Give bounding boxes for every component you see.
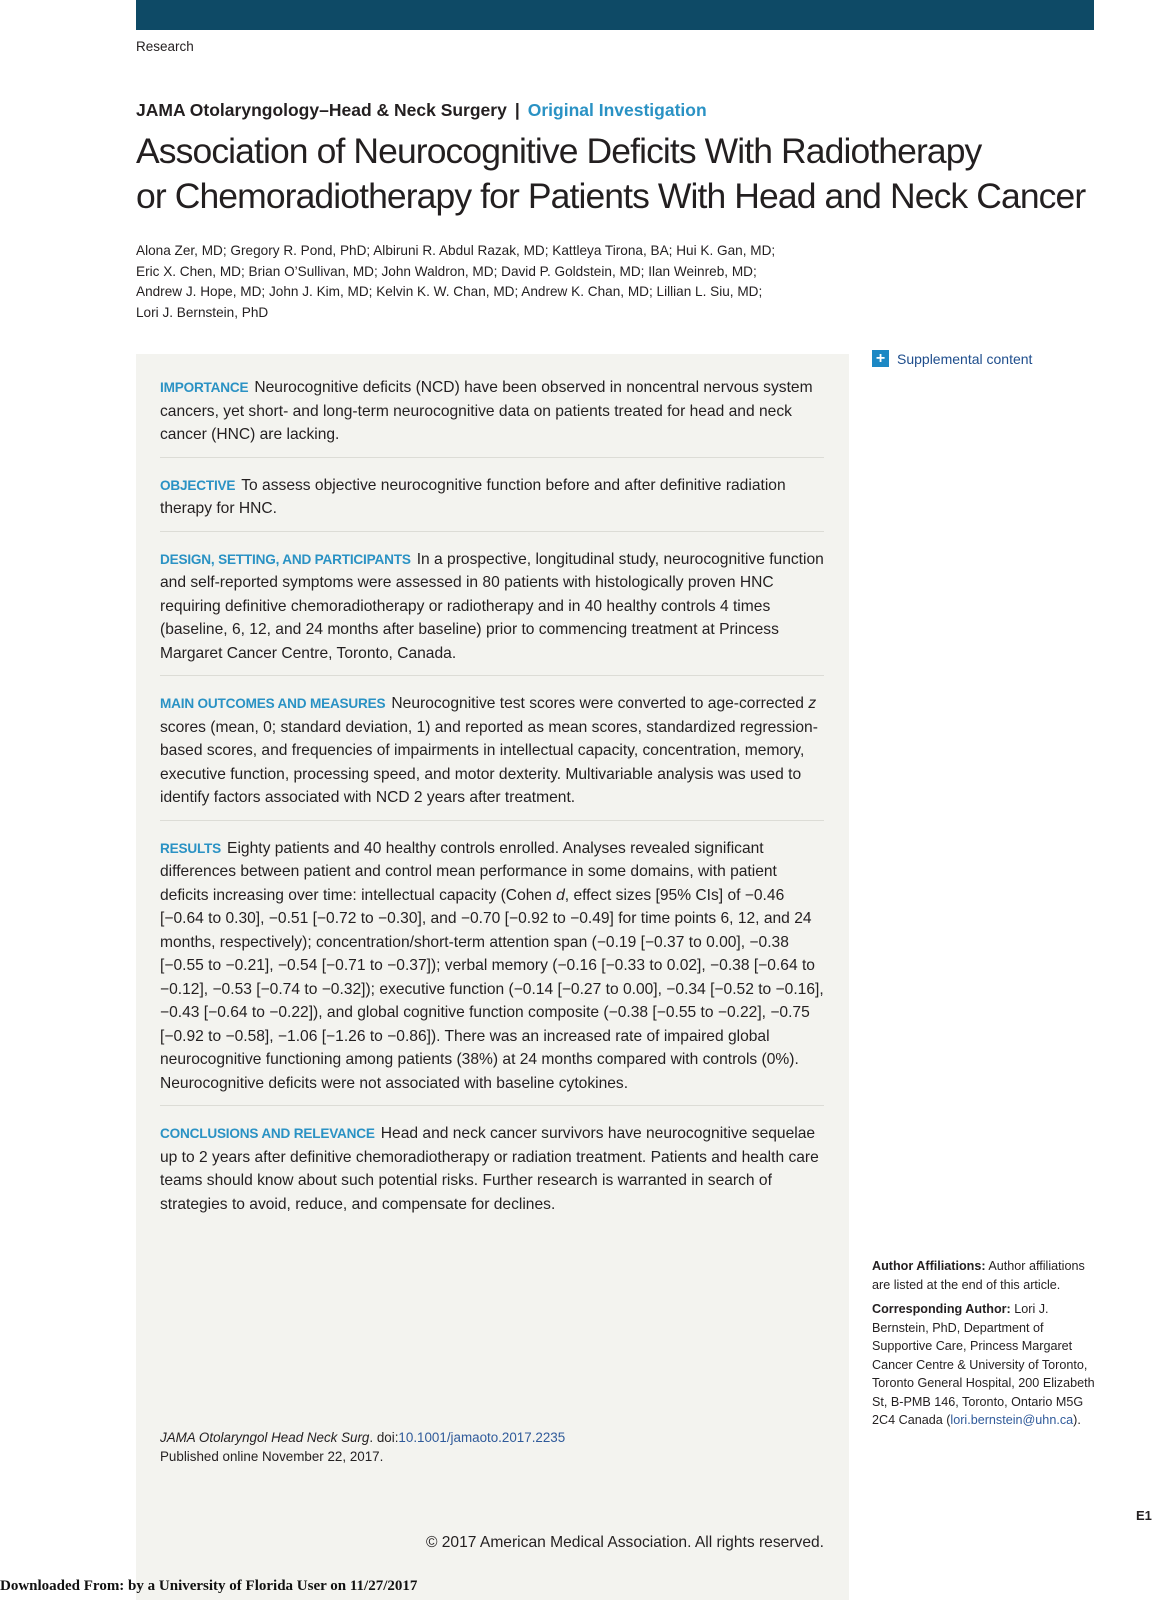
abstract-heading: CONCLUSIONS AND RELEVANCE [160,1126,375,1141]
article-title [136,129,1096,219]
title-line-1: Association of Neurocognitive Deficits With Radiotherapy [136,131,982,171]
abstract-text: scores (mean, 0; standard deviation, 1) and reported as mean scores, standardized regression-based scores, and frequencies of impairments in intellectual capacity, concentration, memory, executive function, processing speed, and motor dexterity. Multivariable analysis was used to identify factors associated with NCD 2 years after treatment. [160,718,818,806]
abstract-heading: MAIN OUTCOMES AND MEASURES [160,696,386,711]
email-link[interactable]: lori.bernstein@uhn.ca [950,1413,1074,1427]
abstract-outcomes [160,688,824,821]
journal-line [136,100,707,121]
affiliations-text: Author affiliations are listed at the end of this article. [872,1259,1085,1292]
section-label: Research [136,39,194,54]
affiliations-label: Author Affiliations: [872,1259,986,1273]
abstract-italic: d [556,886,565,904]
abstract-text: , effect sizes [95% CIs] of −0.46 [−0.64 to 0.30], −0.51 [−0.72 to −0.30], and −0.70 [−0.92 to −0.49] for time points 6, 12, and 24 months, respectively); concentration/short-term attention span (−0.19 [−0.37 to 0.00], −0.38 [−0.55 to −0.21], −0.54 [−0.71 to −0.37]); verbal memory (−0.16 [−0.33 to 0.02], −0.38 [−0.64 to −0.12], −0.53 [−0.74 to −0.32]); executive function (−0.14 [−0.27 to 0.00], −0.34 [−0.52 to −0.16], −0.43 [−0.64 to −0.22]), and global cognitive function composite (−0.38 [−0.55 to −0.22], −0.75 [−0.92 to −0.58], −1.06 [−1.26 to −0.86]). There was an increased rate of impaired global neurocognitive functioning among patients (38%) at 24 months compared with controls (0%). Neurocognitive deficits were not associated with baseline cytokines. [160,886,824,1092]
abstract-text: To assess objective neurocognitive function before and after definitive radiation therapy for HNC. [160,476,786,517]
copyright-notice: © 2017 American Medical Association. All rights reserved. [425,1534,824,1551]
supplemental-label: Supplemental content [897,350,1033,367]
abstract-heading: IMPORTANCE [160,380,249,395]
abstract-design [160,544,824,677]
author-line: Lori J. Bernstein, PhD [136,304,269,320]
journal-name: JAMA Otolaryngology–Head & Neck Surgery [136,100,507,120]
abstract-text: Eighty patients and 40 healthy controls enrolled. Analyses revealed significant differences between patient and control mean performance in some domains, with patient deficits increasing over time: intellectual capacity (Cohen [160,839,777,904]
abstract-heading: OBJECTIVE [160,477,236,493]
abstract-text: Head and neck cancer survivors have neurocognitive sequelae up to 2 years after definitive chemoradiotherapy or radiation treatment. Patients and health care teams should know about such potential risks. Further research is warranted in search of strategies to avoid, reduce, and compensate for declines. [160,1125,819,1213]
title-line-2: or Chemoradiotherapy for Patients With Head and Neck Cancer [136,176,1086,216]
abstract-box [136,354,849,1600]
abstract-heading: RESULTS [160,840,222,856]
author-line: Eric X. Chen, MD; Brian O’Sullivan, MD; John Waldron, MD; David P. Goldstein, MD; Ilan Weinreb, MD; [136,263,757,279]
doi-link[interactable]: 10.1001/jamaoto.2017.2235 [398,1430,566,1445]
abstract-objective [160,470,824,532]
citation-doi-prefix: . doi: [369,1430,399,1445]
corresponding-author [872,1300,1102,1430]
abstract-text: In a prospective, longitudinal study, neurocognitive function and self-reported symptoms were assessed in 80 patients with histologically proven HNC requiring definitive chemoradiotherapy or radiotherapy and in 40 healthy controls 4 times (baseline, 6, 12, and 24 months after baseline) prior to commencing treatment at Princess Margaret Cancer Centre, Toronto, Canada. [160,550,824,662]
corresponding-end: ). [1073,1413,1081,1427]
abstract-conclusions [160,1118,824,1226]
supplemental-content-link[interactable] [872,350,1032,367]
corresponding-text: Lori J. Bernstein, PhD, Department of Supportive Care, Princess Margaret Cancer Centre & University of Toronto, Toronto General Hospital, 200 Elizabeth St, B-PMB 146, Toronto, Ontario M5G 2C4 Canada ( [872,1302,1095,1427]
corresponding-label: Corresponding Author: [872,1302,1011,1316]
author-line: Alona Zer, MD; Gregory R. Pond, PhD; Albiruni R. Abdul Razak, MD; Kattleya Tirona, BA; Hui K. Gan, MD; [136,243,776,258]
publication-date: Published online November 22, 2017. [160,1449,384,1464]
article-type: Original Investigation [527,100,707,120]
author-affiliations [872,1257,1102,1294]
sidebar-notes [872,1257,1102,1436]
citation [160,1428,565,1466]
header-bar [136,0,1094,30]
abstract-results [160,833,824,1107]
plus-icon: + [872,350,889,367]
author-line: Andrew J. Hope, MD; John J. Kim, MD; Kelvin K. W. Chan, MD; Andrew K. Chan, MD; Lillian L. Siu, MD; [136,284,763,299]
abstract-heading: DESIGN, SETTING, AND PARTICIPANTS [160,551,411,567]
journal-separator: | [514,100,520,120]
abstract-text: Neurocognitive test scores were converted to age-corrected [391,695,809,712]
abstract-italic: z [808,695,817,712]
download-footer: Downloaded From: by a University of Florida User on 11/27/2017 [0,1578,418,1594]
author-list [136,241,816,323]
abstract-importance [160,372,824,458]
citation-journal: JAMA Otolaryngol Head Neck Surg [160,1430,370,1445]
abstract-text: Neurocognitive deficits (NCD) have been observed in noncentral nervous system cancers, yet short- and long-term neurocognitive data on patients treated for head and neck cancer (HNC) are lacking. [160,379,813,443]
page-number: E1 [1136,1508,1152,1523]
